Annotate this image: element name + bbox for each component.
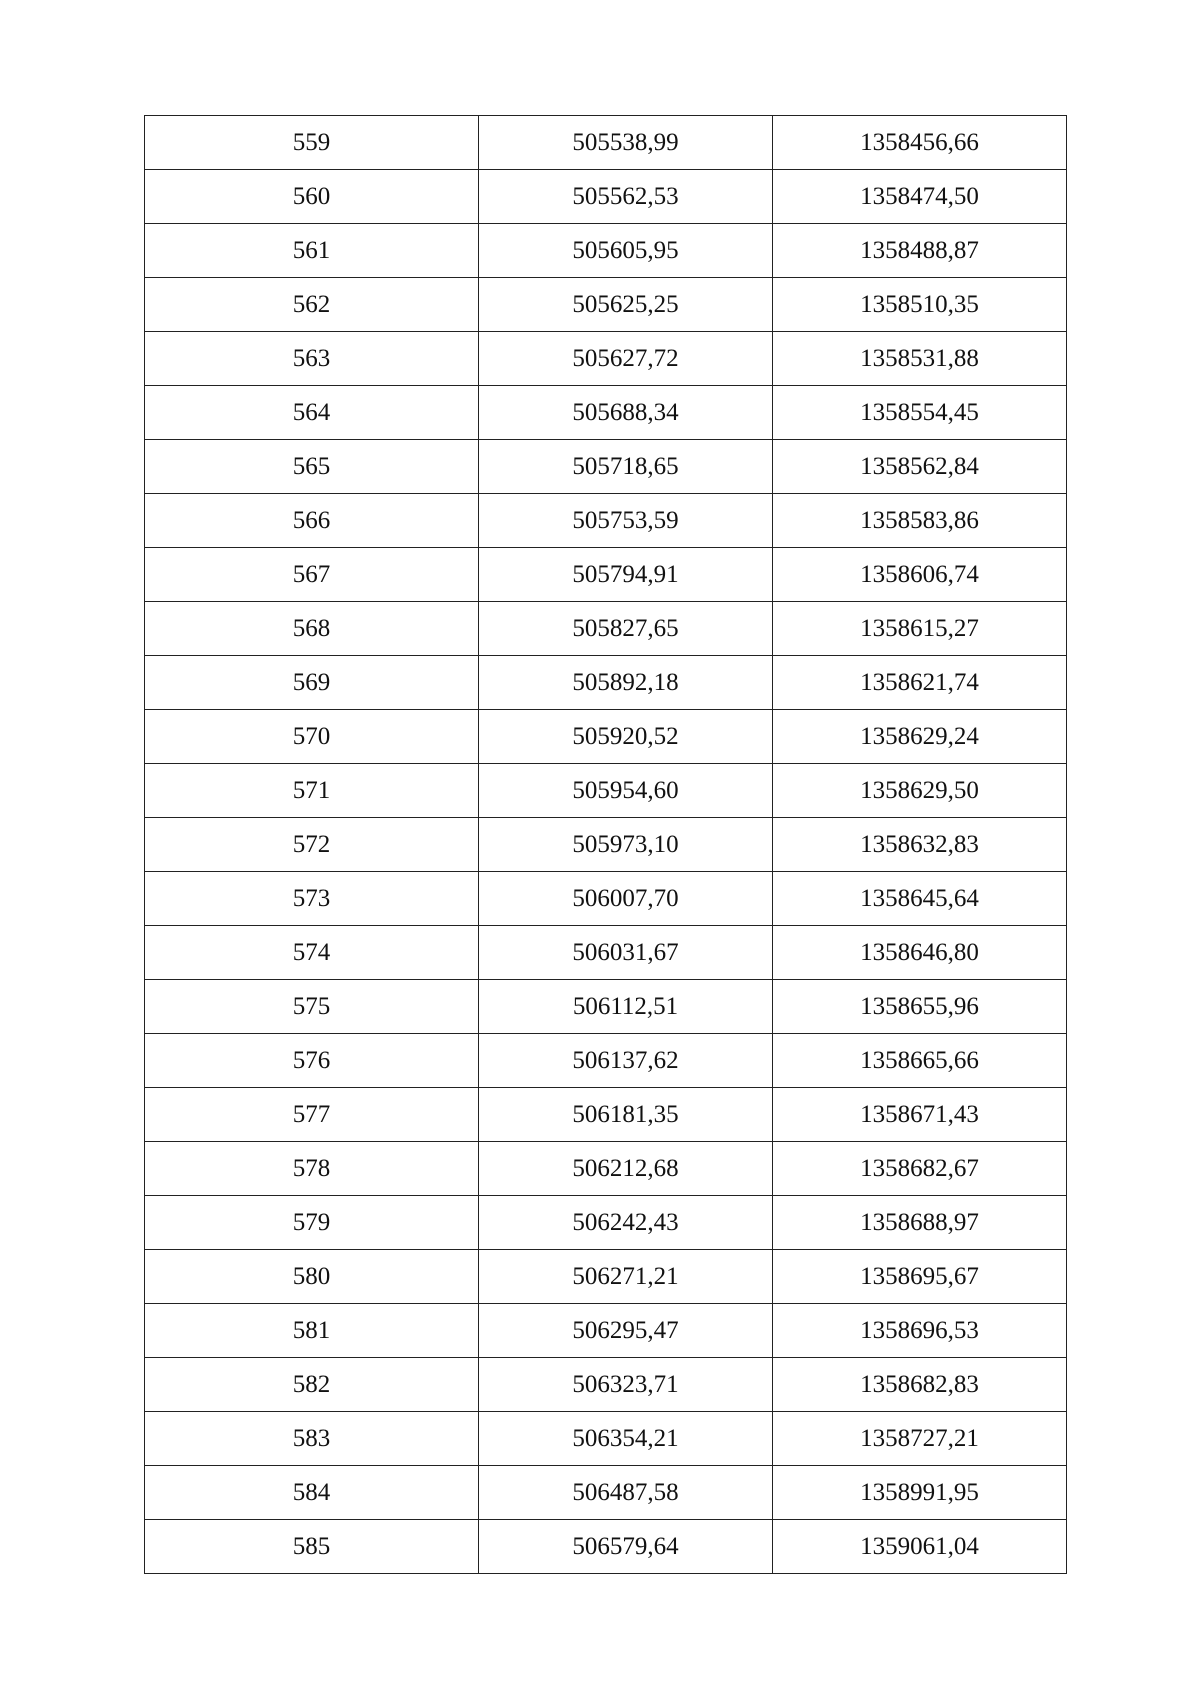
point-number-cell: 559: [145, 116, 479, 170]
y-coordinate-cell: 1358562,84: [773, 440, 1067, 494]
table-row: [145, 710, 1067, 764]
y-coordinate-cell: 1358606,74: [773, 548, 1067, 602]
point-number-cell: 572: [145, 818, 479, 872]
x-coordinate-cell: 506242,43: [479, 1196, 773, 1250]
y-coordinate-cell: 1358510,35: [773, 278, 1067, 332]
x-coordinate-cell: 506137,62: [479, 1034, 773, 1088]
y-coordinate-cell: 1358531,88: [773, 332, 1067, 386]
table-row: [145, 170, 1067, 224]
table-row: [145, 1142, 1067, 1196]
y-coordinate-cell: 1358695,67: [773, 1250, 1067, 1304]
table-row: [145, 116, 1067, 170]
x-coordinate-cell: 506271,21: [479, 1250, 773, 1304]
table-row: [145, 1412, 1067, 1466]
point-number-cell: 577: [145, 1088, 479, 1142]
point-number-cell: 562: [145, 278, 479, 332]
x-coordinate-cell: 505627,72: [479, 332, 773, 386]
x-coordinate-cell: 505625,25: [479, 278, 773, 332]
table-row: [145, 548, 1067, 602]
table-row: [145, 764, 1067, 818]
point-number-cell: 561: [145, 224, 479, 278]
table-row: [145, 980, 1067, 1034]
point-number-cell: 585: [145, 1520, 479, 1574]
y-coordinate-cell: 1358629,50: [773, 764, 1067, 818]
point-number-cell: 566: [145, 494, 479, 548]
coordinates-table-body: [145, 116, 1067, 1574]
point-number-cell: 567: [145, 548, 479, 602]
y-coordinate-cell: 1358488,87: [773, 224, 1067, 278]
table-row: [145, 440, 1067, 494]
table-row: [145, 386, 1067, 440]
point-number-cell: 578: [145, 1142, 479, 1196]
table-row: [145, 1466, 1067, 1520]
x-coordinate-cell: 506212,68: [479, 1142, 773, 1196]
point-number-cell: 583: [145, 1412, 479, 1466]
y-coordinate-cell: 1358615,27: [773, 602, 1067, 656]
table-row: [145, 926, 1067, 980]
x-coordinate-cell: 506181,35: [479, 1088, 773, 1142]
x-coordinate-cell: 506579,64: [479, 1520, 773, 1574]
table-row: [145, 332, 1067, 386]
table-row: [145, 494, 1067, 548]
table-row: [145, 872, 1067, 926]
table-row: [145, 224, 1067, 278]
table-row: [145, 1088, 1067, 1142]
point-number-cell: 581: [145, 1304, 479, 1358]
y-coordinate-cell: 1358621,74: [773, 656, 1067, 710]
x-coordinate-cell: 506354,21: [479, 1412, 773, 1466]
y-coordinate-cell: 1358727,21: [773, 1412, 1067, 1466]
y-coordinate-cell: 1359061,04: [773, 1520, 1067, 1574]
point-number-cell: 576: [145, 1034, 479, 1088]
table-row: [145, 818, 1067, 872]
table-row: [145, 278, 1067, 332]
y-coordinate-cell: 1358682,67: [773, 1142, 1067, 1196]
y-coordinate-cell: 1358665,66: [773, 1034, 1067, 1088]
x-coordinate-cell: 506487,58: [479, 1466, 773, 1520]
x-coordinate-cell: 505538,99: [479, 116, 773, 170]
point-number-cell: 579: [145, 1196, 479, 1250]
y-coordinate-cell: 1358645,64: [773, 872, 1067, 926]
point-number-cell: 564: [145, 386, 479, 440]
x-coordinate-cell: 505605,95: [479, 224, 773, 278]
table-row: [145, 602, 1067, 656]
y-coordinate-cell: 1358688,97: [773, 1196, 1067, 1250]
y-coordinate-cell: 1358629,24: [773, 710, 1067, 764]
x-coordinate-cell: 505718,65: [479, 440, 773, 494]
y-coordinate-cell: 1358991,95: [773, 1466, 1067, 1520]
x-coordinate-cell: 506323,71: [479, 1358, 773, 1412]
point-number-cell: 560: [145, 170, 479, 224]
y-coordinate-cell: 1358632,83: [773, 818, 1067, 872]
point-number-cell: 582: [145, 1358, 479, 1412]
point-number-cell: 569: [145, 656, 479, 710]
y-coordinate-cell: 1358456,66: [773, 116, 1067, 170]
table-row: [145, 1358, 1067, 1412]
x-coordinate-cell: 505753,59: [479, 494, 773, 548]
x-coordinate-cell: 505954,60: [479, 764, 773, 818]
y-coordinate-cell: 1358583,86: [773, 494, 1067, 548]
x-coordinate-cell: 505562,53: [479, 170, 773, 224]
x-coordinate-cell: 506031,67: [479, 926, 773, 980]
table-row: [145, 1304, 1067, 1358]
x-coordinate-cell: 505794,91: [479, 548, 773, 602]
point-number-cell: 574: [145, 926, 479, 980]
x-coordinate-cell: 506112,51: [479, 980, 773, 1034]
point-number-cell: 584: [145, 1466, 479, 1520]
x-coordinate-cell: 505827,65: [479, 602, 773, 656]
x-coordinate-cell: 506007,70: [479, 872, 773, 926]
table-row: [145, 1196, 1067, 1250]
y-coordinate-cell: 1358682,83: [773, 1358, 1067, 1412]
table-row: [145, 1034, 1067, 1088]
x-coordinate-cell: 505920,52: [479, 710, 773, 764]
y-coordinate-cell: 1358655,96: [773, 980, 1067, 1034]
point-number-cell: 563: [145, 332, 479, 386]
x-coordinate-cell: 505973,10: [479, 818, 773, 872]
table-row: [145, 1250, 1067, 1304]
x-coordinate-cell: 505892,18: [479, 656, 773, 710]
point-number-cell: 573: [145, 872, 479, 926]
y-coordinate-cell: 1358474,50: [773, 170, 1067, 224]
y-coordinate-cell: 1358554,45: [773, 386, 1067, 440]
x-coordinate-cell: 505688,34: [479, 386, 773, 440]
y-coordinate-cell: 1358671,43: [773, 1088, 1067, 1142]
x-coordinate-cell: 506295,47: [479, 1304, 773, 1358]
point-number-cell: 571: [145, 764, 479, 818]
table-row: [145, 656, 1067, 710]
y-coordinate-cell: 1358646,80: [773, 926, 1067, 980]
point-number-cell: 565: [145, 440, 479, 494]
table-row: [145, 1520, 1067, 1574]
point-number-cell: 568: [145, 602, 479, 656]
y-coordinate-cell: 1358696,53: [773, 1304, 1067, 1358]
point-number-cell: 575: [145, 980, 479, 1034]
point-number-cell: 570: [145, 710, 479, 764]
coordinates-table: [144, 115, 1067, 1574]
point-number-cell: 580: [145, 1250, 479, 1304]
